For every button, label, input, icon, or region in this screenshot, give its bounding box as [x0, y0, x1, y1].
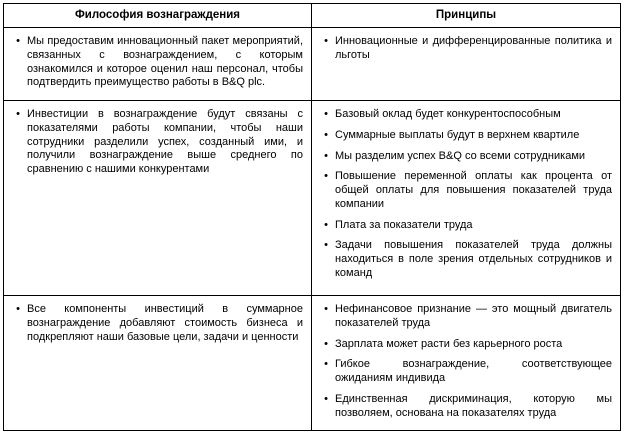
- list-item-text: Суммарные выплаты будут в верхнем квартиле: [335, 128, 580, 141]
- list-item-text: Все компоненты инвестиций в суммарное вознаграждение добавляют стоимость бизнеса и подкрепляют наши базовые цели, задачи и ценности: [27, 303, 303, 343]
- bullet-icon: •: [324, 218, 328, 231]
- philosophy-cell-3: [4, 296, 312, 430]
- principles-cell-3: [312, 296, 620, 430]
- table-row: [4, 28, 620, 101]
- list-item: [9, 35, 303, 90]
- bullet-icon: •: [16, 35, 20, 47]
- bullet-icon: •: [324, 149, 328, 162]
- list-item-text: Гибкое вознаграждение, соответствующее ожиданиям индивида: [335, 358, 612, 384]
- list-item-text: Инвестиции в вознаграждение будут связаны с показателями работы компании, чтобы наши сотрудники разделили успех, созданный ими, и получили вознаграждение выше среднего по сравнению с нашими конкурентами: [27, 108, 303, 175]
- philosophy-cell-2: [4, 101, 312, 295]
- list-item-text: Инновационные и дифференцированные политика и льготы: [335, 35, 612, 61]
- reward-philosophy-table: [3, 3, 621, 431]
- list-item-text: Мы предоставим инновационный пакет мероприятий, связанных с вознаграждением, с которым ознакомился и которое оценил наш персонал, чтобы подтвердить преимущество работы в B&Q plc.: [27, 35, 303, 89]
- list-item: [317, 338, 612, 352]
- principles-cell-2: [312, 101, 620, 295]
- list-item: [317, 219, 612, 233]
- list-item-text: Задачи повышения показателей труда должны находиться в поле зрения отдельных сотрудников и команд: [335, 239, 612, 279]
- list-item: [317, 170, 612, 211]
- column-header-principles: Принципы: [435, 9, 497, 21]
- bullet-icon: •: [16, 108, 20, 120]
- list-item: [317, 239, 612, 280]
- table-row: [4, 296, 620, 430]
- list-item-text: Мы разделим успех B&Q со всеми сотрудниками: [335, 149, 586, 162]
- list-item: [9, 303, 303, 344]
- bullet-icon: •: [324, 392, 328, 405]
- list-item: [317, 35, 612, 63]
- list-item-text: Нефинансовое признание — это мощный двигатель показателей труда: [335, 303, 612, 329]
- list-item: [317, 129, 612, 143]
- list-item: [9, 108, 303, 177]
- list-item-text: Зарплата может расти без карьерного роста: [335, 337, 563, 350]
- philosophy-cell-1: [4, 28, 312, 100]
- list-item-text: Единственная дискриминация, которую мы позволяем, основана на показателях труда: [335, 392, 612, 419]
- bullet-icon: •: [16, 303, 20, 315]
- principles-cell-1: [312, 28, 620, 100]
- list-item: [317, 393, 612, 421]
- list-item: [317, 150, 612, 164]
- list-item: [317, 303, 612, 331]
- bullet-icon: •: [324, 303, 328, 315]
- bullet-icon: •: [324, 170, 328, 183]
- bullet-icon: •: [324, 108, 328, 120]
- bullet-icon: •: [324, 128, 328, 141]
- bullet-icon: •: [324, 337, 328, 350]
- list-item: [317, 108, 612, 122]
- bullet-icon: •: [324, 239, 328, 252]
- list-item-text: Базовый оклад будет конкурентоспособным: [335, 108, 561, 120]
- column-header-philosophy: Философия вознаграждения: [4, 4, 312, 27]
- table-header-row: [4, 4, 620, 28]
- table-row: [4, 101, 620, 296]
- list-item-text: Повышение переменной оплаты как процента от общей оплаты для повышения показателей труда компании: [335, 170, 612, 210]
- bullet-icon: •: [324, 35, 328, 47]
- list-item: [317, 358, 612, 386]
- list-item-text: Плата за показатели труда: [335, 218, 473, 231]
- bullet-icon: •: [324, 358, 328, 371]
